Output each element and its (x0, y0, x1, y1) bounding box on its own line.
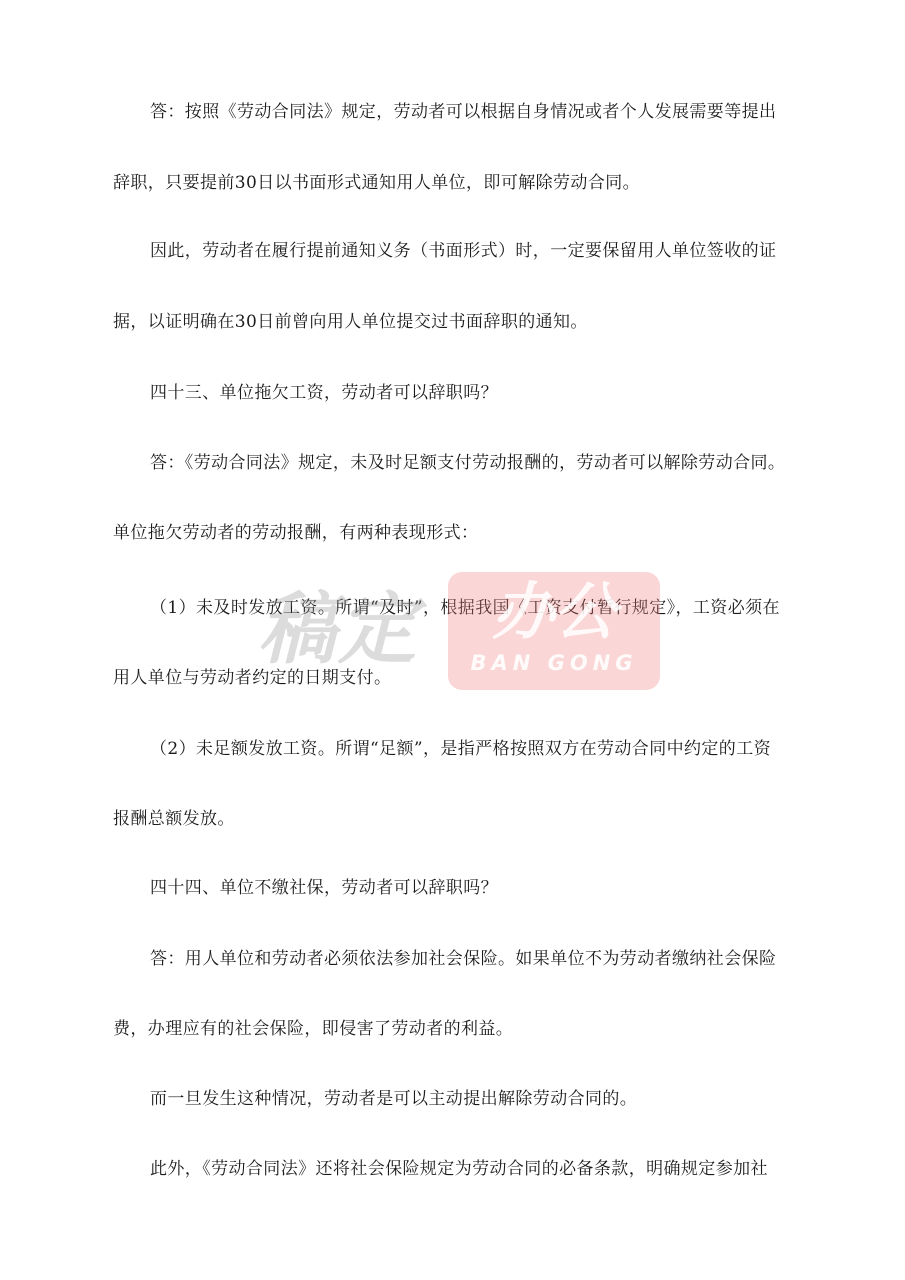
paragraph-line: 答：用人单位和劳动者必须依法参加社会保险。如果单位不为劳动者缴纳社会保险 (150, 949, 777, 969)
paragraph-line: 费，办理应有的社会保险，即侵害了劳动者的利益。 (113, 1019, 514, 1039)
paragraph-line: 此外，《劳动合同法》还将社会保险规定为劳动合同的必备条款，明确规定参加社 (150, 1159, 768, 1179)
paragraph-line: （1）未及时发放工资。所谓“及时”，根据我国《工资支付暂行规定》，工资必须在 (150, 598, 780, 618)
paragraph-line: 而一旦发生这种情况，劳动者是可以主动提出解除劳动合同的。 (150, 1089, 638, 1109)
watermark-left-text: 稿定 (258, 585, 419, 675)
paragraph-line: 报酬总额发放。 (113, 809, 235, 829)
paragraph-line: 答：《劳动合同法》规定，未及时足额支付劳动报酬的，劳动者可以解除劳动合同。 (150, 453, 786, 473)
watermark-badge-text: 办公 (491, 575, 616, 648)
paragraph-line: 单位拖欠劳动者的劳动报酬，有两种表现形式： (113, 523, 479, 543)
section-heading: 四十三、单位拖欠工资，劳动者可以辞职吗？ (150, 383, 498, 403)
paragraph-line: 据，以证明确在30日前曾向用人单位提交过书面辞职的通知。 (113, 312, 588, 332)
watermark-badge-subtext: BAN GONG (470, 651, 638, 675)
paragraph-line: 答：按照《劳动合同法》规定，劳动者可以根据自身情况或者个人发展需要等提出 (150, 102, 777, 122)
paragraph-line: （2）未足额发放工资。所谓“足额”，是指严格按照双方在劳动合同中约定的工资 (150, 739, 771, 759)
section-heading: 四十四、单位不缴社保，劳动者可以辞职吗？ (150, 878, 498, 898)
paragraph-line: 辞职，只要提前30日以书面形式通知用人单位，即可解除劳动合同。 (113, 173, 641, 193)
paragraph-line: 用人单位与劳动者约定的日期支付。 (113, 668, 392, 688)
paragraph-line: 因此，劳动者在履行提前通知义务（书面形式）时，一定要保留用人单位签收的证 (150, 241, 777, 261)
